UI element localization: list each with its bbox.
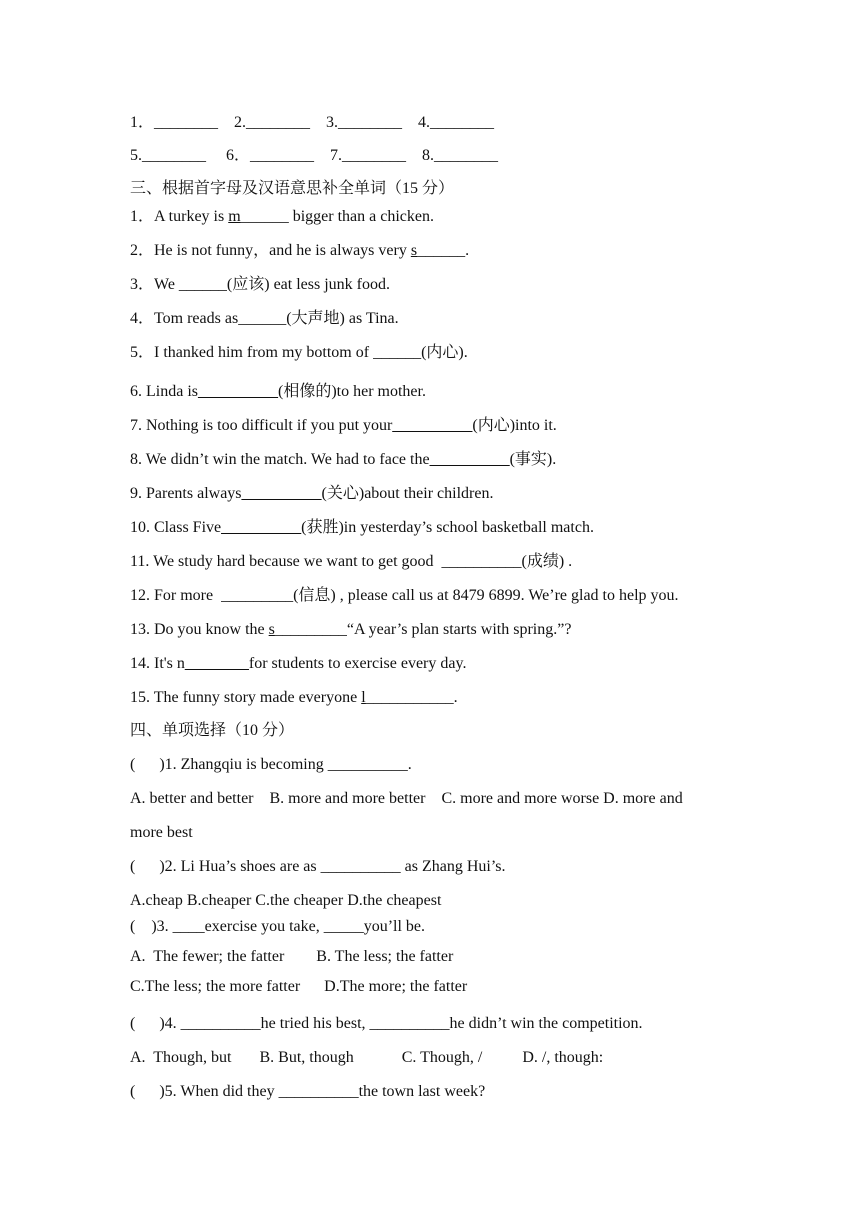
line-text: (事实). bbox=[509, 451, 557, 468]
underlined-text: __________ bbox=[429, 451, 510, 468]
text-line bbox=[130, 891, 441, 911]
text-line bbox=[130, 207, 434, 227]
text-line bbox=[130, 917, 425, 937]
text-line bbox=[130, 823, 193, 843]
line-text: ( )5. When did they __________the town last week? bbox=[130, 1083, 486, 1100]
line-text: (内心)into it. bbox=[472, 417, 557, 434]
line-text: 5．I thanked him from my bottom of ______(内心). bbox=[130, 344, 468, 361]
line-text: 14. It's n bbox=[130, 655, 185, 672]
line-text: 三、根据首字母及汉语意思补全单词（15 分） bbox=[130, 180, 455, 197]
underlined-text: l bbox=[361, 689, 366, 706]
text-line bbox=[130, 688, 458, 708]
line-text: 15. The funny story made everyone bbox=[130, 689, 362, 706]
text-line bbox=[130, 857, 506, 877]
text-line bbox=[130, 241, 469, 261]
line-text: for students to exercise every day. bbox=[248, 655, 467, 672]
text-line bbox=[130, 620, 571, 640]
line-text: 6. Linda is bbox=[130, 383, 198, 400]
line-text: _________“A year’s plan starts with spring.”? bbox=[274, 621, 572, 638]
text-line bbox=[130, 518, 594, 538]
line-text: ______. bbox=[417, 242, 470, 259]
underlined-text: s bbox=[268, 621, 275, 638]
text-line bbox=[130, 382, 426, 402]
underlined-text: __________ bbox=[198, 383, 278, 400]
underlined-text: ________ bbox=[184, 655, 249, 672]
text-line bbox=[130, 789, 683, 809]
line-text: A.cheap B.cheaper C.the cheaper D.the cheapest bbox=[130, 892, 442, 909]
text-line bbox=[130, 450, 556, 470]
text-line bbox=[130, 977, 467, 997]
line-text: (关心)about their children. bbox=[321, 485, 494, 502]
line-text: ( )2. Li Hua’s shoes are as __________ as Zhang Hui’s. bbox=[130, 858, 506, 875]
line-text: 4．Tom reads as______(大声地) as Tina. bbox=[130, 310, 399, 327]
line-text: 1．A turkey is bbox=[130, 208, 229, 225]
line-text: (相像的)to her mother. bbox=[278, 383, 426, 400]
line-text: A. better and better B. more and more better C. more and more worse D. more and bbox=[130, 790, 683, 807]
line-text: more best bbox=[130, 824, 193, 841]
underlined-text: __________ bbox=[392, 417, 473, 434]
text-line bbox=[130, 721, 294, 741]
text-line bbox=[130, 552, 572, 572]
line-text: 8. We didn’t win the match. We had to face the bbox=[130, 451, 430, 468]
line-text: 7. Nothing is too difficult if you put your bbox=[130, 417, 393, 434]
text-line bbox=[130, 416, 557, 436]
line-text: ( )1. Zhangqiu is becoming __________. bbox=[130, 756, 412, 773]
text-line bbox=[130, 113, 494, 133]
line-text: ( )4. __________he tried his best, __________he didn’t win the competition. bbox=[130, 1015, 643, 1032]
line-text: 11. We study hard because we want to get good __________(成绩) . bbox=[130, 553, 573, 570]
underlined-text: __________ bbox=[221, 519, 302, 536]
text-line bbox=[130, 484, 493, 504]
line-text: 10. Class Five bbox=[130, 519, 222, 536]
line-text: 1．________ 2.________ 3.________ 4.________ bbox=[130, 114, 495, 131]
underlined-text: __________ bbox=[241, 485, 322, 502]
line-text: 2．He is not funny，and he is always very bbox=[130, 242, 411, 259]
line-text: (获胜)in yesterday’s school basketball match. bbox=[301, 519, 594, 536]
underlined-text: m bbox=[228, 208, 241, 225]
text-line bbox=[130, 1048, 603, 1068]
line-text: 13. Do you know the bbox=[130, 621, 269, 638]
line-text: 12. For more _________(信息) , please call us at 8479 6899. We’re glad to help you. bbox=[130, 587, 679, 604]
line-text: 3．We ______(应该) eat less junk food. bbox=[130, 276, 391, 293]
text-line bbox=[130, 654, 466, 674]
text-line bbox=[130, 755, 412, 775]
text-line bbox=[130, 309, 399, 329]
line-text: 9. Parents always bbox=[130, 485, 242, 502]
line-text: 5.________ 6．________ 7.________ 8.________ bbox=[130, 147, 499, 164]
line-text: ___________. bbox=[365, 689, 458, 706]
line-text: A. The fewer; the fatter B. The less; the fatter bbox=[130, 948, 454, 965]
text-line bbox=[130, 343, 468, 363]
text-line bbox=[130, 275, 390, 295]
text-line bbox=[130, 1014, 643, 1034]
line-text: ( )3. ____exercise you take, _____you’ll be. bbox=[130, 918, 426, 935]
text-line bbox=[130, 586, 679, 606]
line-text: 四、单项选择（10 分） bbox=[130, 722, 295, 739]
underlined-text: s bbox=[410, 242, 418, 259]
text-line bbox=[130, 179, 454, 199]
text-line bbox=[130, 947, 453, 967]
line-text: A. Though, but B. But, though C. Though, / D. /, though: bbox=[130, 1049, 604, 1066]
line-text: C.The less; the more fatter D.The more; the fatter bbox=[130, 978, 468, 995]
line-text: ______ bigger than a chicken. bbox=[240, 208, 434, 225]
text-line bbox=[130, 1082, 485, 1102]
text-line bbox=[130, 146, 498, 166]
